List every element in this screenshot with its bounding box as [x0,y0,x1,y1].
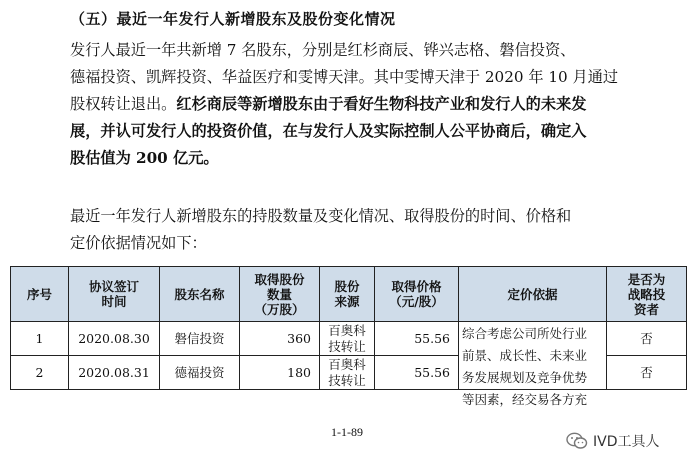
cell-source-l2: 技转让 [328,372,366,388]
para1-bold-line-2: 股估值为 200 亿元。 [70,149,219,167]
cell-seq: 1 [11,322,69,356]
header-price-l2: （元/股） [389,294,444,309]
cell-qty: 360 [240,322,320,356]
basis-line-1: 综合考虑公司所处行业 [462,325,588,341]
cell-strategic: 否 [607,356,687,390]
header-basis-text: 定价依据 [507,286,558,302]
cell-source [320,356,375,390]
table-row [11,322,687,356]
section-heading: （五）最近一年发行人新增股东及股份变化情况 [70,10,396,28]
header-qty-l3: （万股） [254,301,305,317]
header-seq [11,267,69,322]
header-src-l2: 来源 [334,294,360,309]
cell-qty: 180 [240,356,320,390]
header-qty-l1: 取得股份 [254,271,305,287]
header-date-l2: 时间 [101,294,127,309]
cell-source-l1: 百奥科 [328,356,366,372]
para2-line-2: 定价依据情况如下： [70,234,207,252]
para1-line-3-bold: 红杉商辰等新增股东由于看好生物科技产业和发行人的未来发 [176,95,587,113]
para1-line-2: 德福投资、凯辉投资、华益医疗和雯博天津。其中雯博天津于 2020 年 10 月通过 [70,68,619,86]
cell-basis [459,322,607,407]
basis-text [462,323,603,411]
para1-line-3-plain: 股权转让退出。 [70,95,177,113]
header-qty [240,267,320,322]
header-name-text: 股东名称 [174,286,225,302]
header-seq-text: 序号 [26,286,52,302]
paragraph-new-shareholders [70,37,618,172]
header-price-l1: 取得价格 [391,279,442,294]
header-strat-l2: 战略投 [627,286,666,302]
cell-price: 55.56 [375,322,459,356]
cell-name: 德福投资 [160,356,240,390]
cell-source-l1: 百奥科 [328,322,366,338]
header-basis [459,267,607,322]
header-source [320,267,375,322]
para2-line-1: 最近一年发行人新增股东的持股数量及变化情况、取得股份的时间、价格和 [70,207,572,225]
cell-source-l2: 技转让 [328,338,366,354]
header-date [69,267,160,322]
watermark [566,431,660,451]
cell-strategic: 否 [607,322,687,356]
wechat-icon [566,432,588,450]
basis-line-3: 务发展规划及竞争优势 [462,369,588,385]
header-name [160,267,240,322]
shareholder-table [10,266,687,407]
basis-line-2: 前景、成长性、未来业 [462,347,588,363]
para1-bold-line-1: 展，并认可发行人的投资价值，在与发行人及实际控制人公平协商后，确定入 [70,122,587,140]
cell-source [320,322,375,356]
basis-clip [462,323,603,407]
para1-line-1: 发行人最近一年共新增 7 名股东，分别是红杉商辰、铧兴志格、磐信投资、 [70,41,576,59]
cell-seq: 2 [11,356,69,390]
header-strat-l3: 资者 [633,301,659,317]
header-date-l1: 协议签订 [88,279,139,294]
table-header-row [11,267,687,322]
page-number: 1-1-89 [331,425,363,439]
header-price [375,267,459,322]
paragraph-table-intro [70,203,571,257]
watermark-text: IVD工具人 [593,434,660,450]
cell-name: 磐信投资 [160,322,240,356]
basis-line-4: 等因素，经交易各方充 [462,391,588,407]
header-qty-l2: 数量 [266,286,292,302]
cell-date: 2020.08.30 [69,322,160,356]
cell-price: 55.56 [375,356,459,390]
para1-line-3 [70,91,618,118]
cell-date: 2020.08.31 [69,356,160,390]
header-strat-l1: 是否为 [627,271,666,287]
header-strategic [607,267,687,322]
header-src-l1: 股份 [334,279,360,294]
